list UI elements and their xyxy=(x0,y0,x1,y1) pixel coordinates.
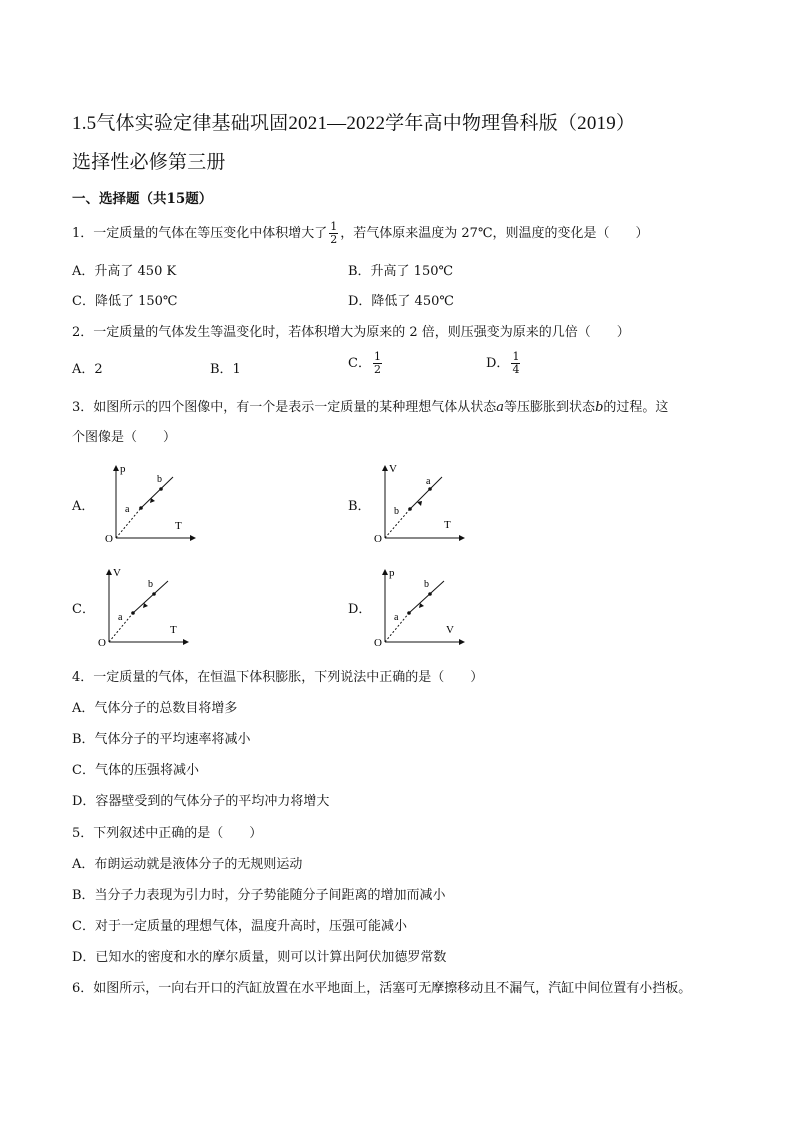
state-a-point xyxy=(139,506,143,510)
y-axis-label: p xyxy=(120,463,126,475)
state-b-point xyxy=(159,487,163,491)
question-4-stem: 4．一定质量的气体，在恒温下体积膨胀，下列说法中正确的是（ ） xyxy=(72,670,484,685)
x-axis-label: T xyxy=(170,624,177,636)
question-3-option-b-label[interactable]: B． xyxy=(348,499,371,514)
y-axis-label: V xyxy=(113,567,121,579)
point-b-label: b xyxy=(424,579,429,590)
question-1-text-pre: 1．一定质量的气体在等压变化中体积增大了 xyxy=(72,226,328,241)
x-axis-label: V xyxy=(446,624,454,636)
fraction-numerator: 1 xyxy=(373,350,381,363)
state-a-point xyxy=(428,487,432,491)
origin-label: O xyxy=(374,533,382,545)
question-1-option-a[interactable]: A．升高了 450 K xyxy=(72,264,177,279)
state-a-symbol: a xyxy=(496,400,505,415)
point-a-label: a xyxy=(394,612,399,623)
point-b-label: b xyxy=(157,474,162,485)
question-2-option-d[interactable] xyxy=(486,351,522,376)
x-axis-label: T xyxy=(175,520,182,532)
option-label: C． xyxy=(348,356,371,371)
state-b-symbol: b xyxy=(595,400,604,415)
origin-label: O xyxy=(374,637,382,649)
question-1-option-b[interactable]: B．升高了 150℃ xyxy=(348,264,454,279)
graph-b[interactable] xyxy=(364,458,474,548)
graph-c[interactable] xyxy=(88,562,198,652)
question-4-option-d[interactable]: D．容器壁受到的气体分子的平均冲力将增大 xyxy=(72,794,330,809)
question-5-option-d[interactable]: D．已知水的密度和水的摩尔质量，则可以计算出阿伏加德罗常数 xyxy=(72,950,447,965)
question-2-option-a[interactable]: A．2 xyxy=(72,362,103,377)
section-heading: 一、选择题（共15题） xyxy=(72,191,213,207)
stem-text: 3．如图所示的四个图像中，有一个是表示一定质量的某种理想气体从状态 xyxy=(72,400,497,415)
question-2-option-c[interactable] xyxy=(348,351,384,376)
question-1-stem xyxy=(72,221,649,246)
document-title-line1: 1.5气体实验定律基础巩固2021—2022学年高中物理鲁科版（2019） xyxy=(72,113,636,134)
question-2-stem: 2．一定质量的气体发生等温变化时，若体积增大为原来的 2 倍，则压强变为原来的几倍（ ） xyxy=(72,325,630,340)
question-5-option-b[interactable]: B．当分子力表现为引力时，分子势能随分子间距离的增加而减小 xyxy=(72,888,446,903)
option-label: D． xyxy=(486,356,510,371)
stem-text: 等压膨胀到状态 xyxy=(504,400,596,415)
x-axis-label: T xyxy=(444,519,451,531)
graph-a[interactable] xyxy=(95,458,205,548)
state-a-point xyxy=(131,611,135,615)
question-1-fraction xyxy=(329,221,338,246)
stem-text: 的过程。这 xyxy=(603,400,669,415)
question-1-text-post: ，若气体原来温度为 27℃，则温度的变化是（ ） xyxy=(340,226,649,241)
option-c-fraction xyxy=(373,351,382,376)
question-2-option-b[interactable]: B．1 xyxy=(210,362,241,377)
question-5-option-a[interactable]: A．布朗运动就是液体分子的无规则运动 xyxy=(72,857,303,872)
state-a-point xyxy=(407,611,411,615)
question-3-option-c-label[interactable]: C． xyxy=(72,602,95,617)
question-5-option-c[interactable]: C．对于一定质量的理想气体，温度升高时，压强可能减小 xyxy=(72,919,407,934)
document-title-line2: 选择性必修第三册 xyxy=(72,152,226,173)
fraction-denominator: 2 xyxy=(373,363,381,376)
option-d-fraction xyxy=(511,351,520,376)
y-axis-label: p xyxy=(389,567,395,579)
question-3-option-a-label[interactable]: A． xyxy=(72,499,95,514)
question-6-stem: 6．如图所示，一向右开口的汽缸放置在水平地面上，活塞可无摩擦移动且不漏气，汽缸中间位置有小挡板。 xyxy=(72,981,692,996)
fraction-denominator: 4 xyxy=(512,363,520,376)
fraction-numerator: 1 xyxy=(330,220,338,233)
question-1-option-c[interactable]: C．降低了 150℃ xyxy=(72,294,178,309)
question-1-option-d[interactable]: D．降低了 450℃ xyxy=(348,294,454,309)
state-b-point xyxy=(428,592,432,596)
point-a-label: a xyxy=(125,504,130,515)
point-b-label: b xyxy=(148,579,153,590)
graph-d[interactable] xyxy=(364,562,474,652)
state-b-point xyxy=(408,507,412,511)
fraction-denominator: 2 xyxy=(330,233,338,246)
question-3-stem-line2: 个图像是（ ） xyxy=(72,430,177,445)
point-b-label: b xyxy=(394,506,399,517)
y-axis-label: V xyxy=(389,463,397,475)
point-a-label: a xyxy=(426,476,431,487)
question-4-option-b[interactable]: B．气体分子的平均速率将减小 xyxy=(72,732,251,747)
state-b-point xyxy=(152,592,156,596)
question-3-stem-line1 xyxy=(72,396,668,415)
origin-label: O xyxy=(98,637,106,649)
fraction-numerator: 1 xyxy=(512,350,520,363)
question-5-stem: 5．下列叙述中正确的是（ ） xyxy=(72,826,263,841)
origin-label: O xyxy=(105,533,113,545)
point-a-label: a xyxy=(118,612,123,623)
question-4-option-a[interactable]: A．气体分子的总数目将增多 xyxy=(72,701,238,716)
question-3-option-d-label[interactable]: D． xyxy=(348,602,372,617)
question-4-option-c[interactable]: C．气体的压强将减小 xyxy=(72,763,199,778)
